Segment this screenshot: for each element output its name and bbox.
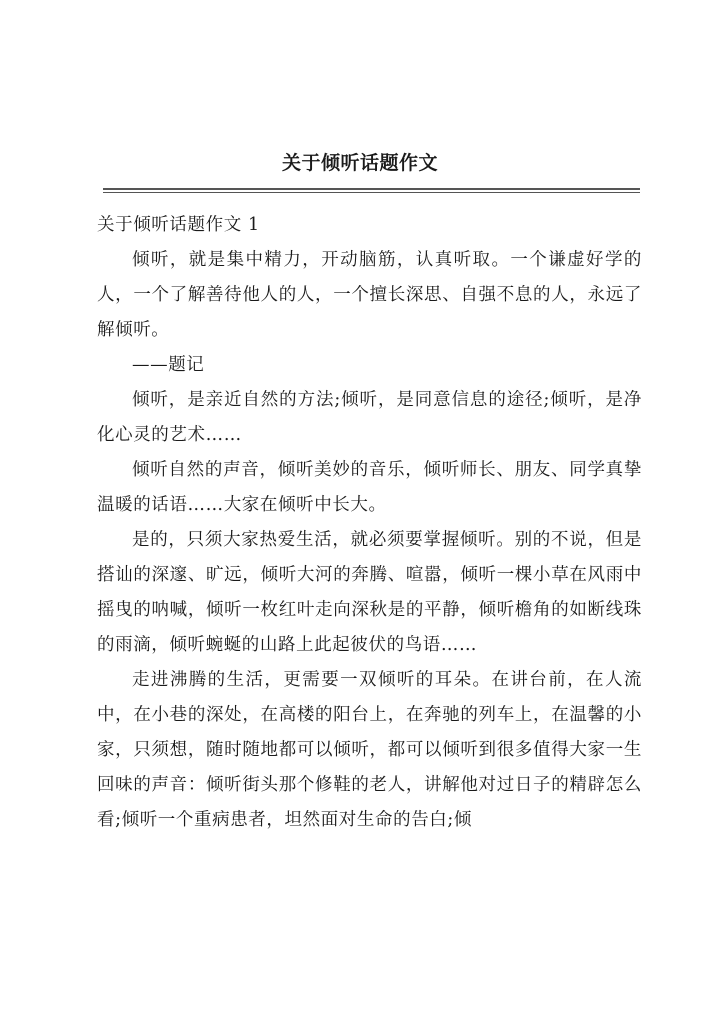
paragraph: 倾听，就是集中精力，开动脑筋，认真听取。一个谦虚好学的人，一个了解善待他人的人，一个擅长深思、自强不息的人，永远了解倾听。 bbox=[97, 250, 642, 340]
section-heading: 关于倾听话题作文 1 bbox=[97, 215, 260, 235]
page-title: 关于倾听话题作文 bbox=[281, 152, 438, 174]
paragraph: 倾听自然的声音，倾听美妙的音乐，倾听师长、朋友、同学真挚温暖的话语……大家在倾听中长大。 bbox=[97, 460, 642, 515]
title-divider bbox=[103, 188, 640, 193]
paragraph: 是的，只须大家热爱生活，就必须要掌握倾听。别的不说，但是搭讪的深邃、旷远，倾听大河的奔腾、喧嚣，倾听一棵小草在风雨中摇曳的呐喊，倾听一枚红叶走向深秋是的平静，倾听檐角的如断线珠的雨滴，倾听蜿蜒的山路上此起彼伏的鸟语…… bbox=[97, 530, 642, 655]
epigraph-attribution: ——题记 bbox=[132, 355, 205, 375]
paragraph: 倾听，是亲近自然的方法;倾听，是同意信息的途径;倾听，是净化心灵的艺术…… bbox=[97, 390, 642, 445]
paragraph: 走进沸腾的生活，更需要一双倾听的耳朵。在讲台前，在人流中，在小巷的深处，在高楼的阳台上，在奔驰的列车上，在温馨的小家，只须想，随时随地都可以倾听，都可以倾听到很多值得大家一生回味的声音：倾听街头那个修鞋的老人，讲解他对过日子的精辟怎么看;倾听一个重病患者，坦然面对生命的告白;倾 bbox=[97, 670, 642, 830]
document-body bbox=[97, 208, 642, 838]
